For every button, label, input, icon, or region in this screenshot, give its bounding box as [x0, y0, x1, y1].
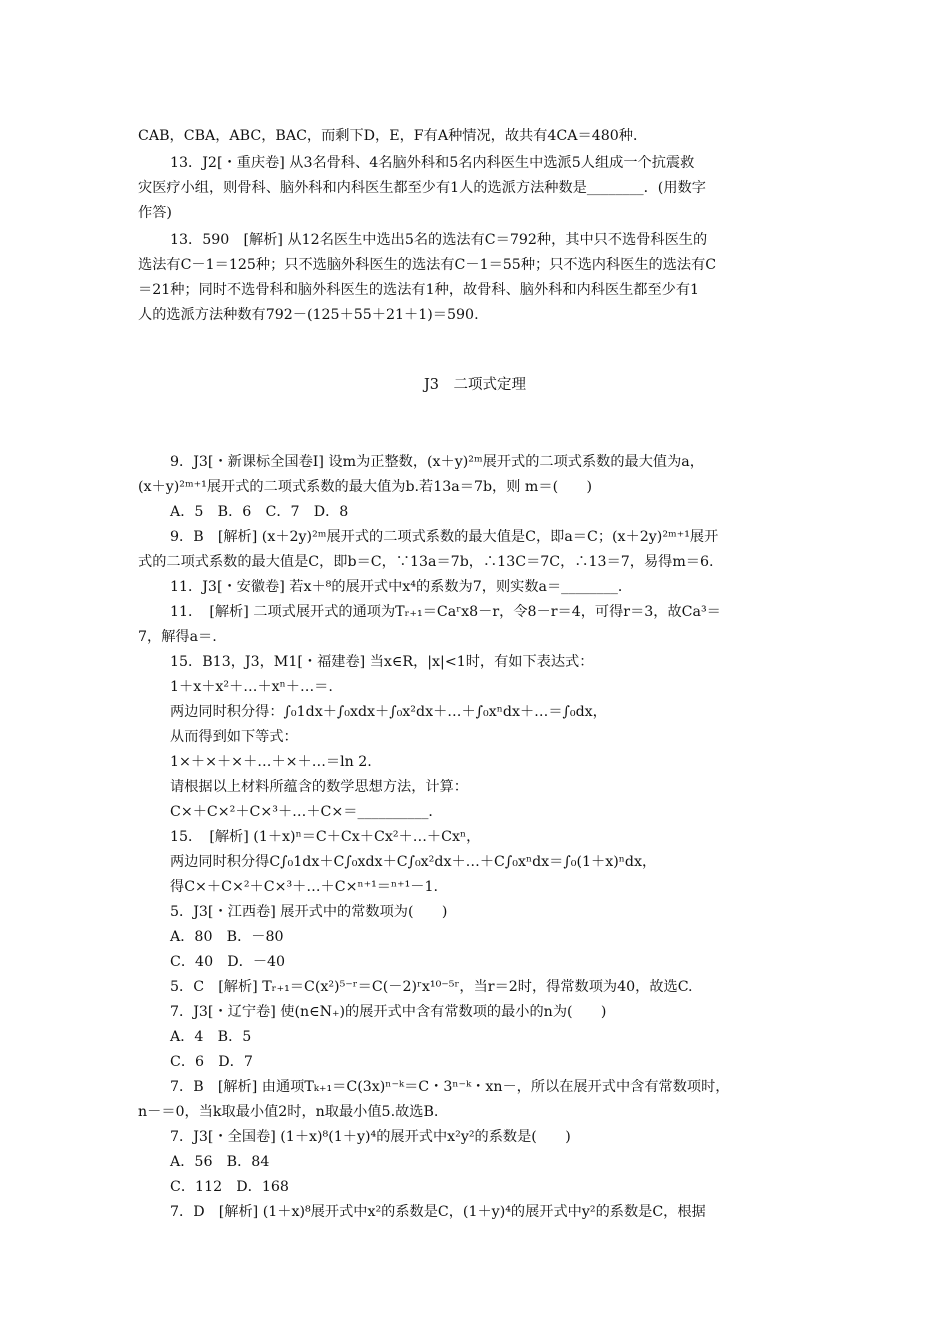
text-line: 作答) — [138, 205, 172, 221]
options-line: C．112 D．168 — [170, 1179, 289, 1195]
section-heading: J3 二项式定理 — [423, 377, 527, 393]
options-line: C．40 D．－40 — [170, 954, 286, 970]
text-line: 1＋x＋x²＋…＋xⁿ＋…＝. — [170, 679, 333, 695]
text-line: 两边同时积分得C∫₀1dx＋C∫₀xdx＋C∫₀x²dx＋…＋C∫₀xⁿdx＝∫₀(1＋x)ⁿdx， — [170, 854, 657, 870]
answer-7-line: 7．B [解析] 由通项Tₖ₊₁＝C(3x)ⁿ⁻ᵏ＝C・3ⁿ⁻ᵏ・xn－，所以在展开式中含有常数项时， — [170, 1079, 730, 1095]
answer-7b-line: 7．D [解析] (1＋x)⁸展开式中x²的系数是C，(1＋y)⁴的展开式中y²的系数是C，根据 — [170, 1204, 706, 1220]
text-line: 选法有C－1＝125种；只不选脑外科医生的选法有C－1＝55种；只不选内科医生的选法有C — [138, 257, 717, 273]
answer-5-line: 5．C [解析] Tᵣ₊₁＝C(x²)⁵⁻ʳ＝C(－2)ʳx¹⁰⁻⁵ʳ，当r＝2时，得常数项为40，故选C. — [170, 979, 693, 995]
question-7b-line: 7．J3[・全国卷] (1＋x)⁸(1＋y)⁴的展开式中x²y²的系数是( ) — [170, 1129, 571, 1145]
question-13-line: 13．J2[・重庆卷] 从3名骨科、4名脑外科和5名内科医生中选派5人组成一个抗震救 — [170, 155, 695, 171]
question-11-line: 11．J3[・安徽卷] 若x＋⁸的展开式中x⁴的系数为7，则实数a＝________． — [170, 579, 633, 595]
answer-11-line: 11． [解析] 二项式展开式的通项为Tᵣ₊₁＝Caʳx8－r，令8－r＝4，可得r＝3，故Ca³＝ — [170, 604, 721, 620]
answer-9-line: 9．B [解析] (x＋2y)²ᵐ展开式的二项式系数的最大值是C，即a＝C；(x＋2y)²ᵐ⁺¹展开 — [170, 529, 719, 545]
options-line: A．4 B．5 — [170, 1029, 252, 1045]
text-line: 请根据以上材料所蕴含的数学思想方法，计算： — [170, 779, 468, 795]
question-7-line: 7．J3[・辽宁卷] 使(n∈N₊)的展开式中含有常数项的最小的n为( ) — [170, 1004, 607, 1020]
text-line: 两边同时积分得：∫₀1dx＋∫₀xdx＋∫₀x²dx＋…＋∫₀xⁿdx＋…＝∫₀dx， — [170, 704, 607, 720]
answer-15-line: 15． [解析] (1＋x)ⁿ＝C＋Cx＋Cx²＋…＋Cxⁿ， — [170, 829, 481, 845]
text-line: 灾医疗小组，则骨科、脑外科和内科医生都至少有1人的选派方法种数是________．(用数字 — [138, 180, 706, 196]
options-line: A．80 B．－80 — [170, 929, 284, 945]
question-5-line: 5．J3[・江西卷] 展开式中的常数项为( ) — [170, 904, 448, 920]
text-line: 从而得到如下等式： — [170, 729, 298, 745]
text-line: ＝21种；同时不选骨科和脑外科医生的选法有1种，故骨科、脑外科和内科医生都至少有1 — [138, 282, 700, 298]
question-15-line: 15．B13，J3，M1[・福建卷] 当x∈R，|x|<1时，有如下表达式： — [170, 654, 594, 670]
options-line: A．56 B．84 — [170, 1154, 270, 1170]
question-9-line: 9．J3[・新课标全国卷Ⅰ] 设m为正整数，(x＋y)²ᵐ展开式的二项式系数的最大值为a， — [170, 454, 704, 470]
text-line: C×＋C×²＋C×³＋…＋C×＝__________． — [170, 804, 443, 820]
options-line: C．6 D．7 — [170, 1054, 253, 1070]
text-line: 式的二项式系数的最大值是C，即b＝C，∵13a＝7b，∴13C＝7C，∴13＝7，易得m＝6. — [138, 554, 714, 570]
answer-13-line: 13．590 [解析] 从12名医生中选出5名的选法有C＝792种，其中只不选骨科医生的 — [170, 232, 708, 248]
text-line: 1×＋×＋×＋…＋×＋…＝ln 2. — [170, 754, 372, 770]
options-line: A．5 B．6 C．7 D．8 — [170, 504, 349, 520]
text-line: 人的选派方法种数有792－(125＋55＋21＋1)＝590. — [138, 307, 479, 323]
text-line: n－＝0，当k取最小值2时，n取最小值5.故选B. — [138, 1104, 439, 1120]
text-line: 得C×＋C×²＋C×³＋…＋C×ⁿ⁺¹＝ⁿ⁺¹－1. — [170, 879, 439, 895]
text-line: 7，解得a＝. — [138, 629, 217, 645]
text-line: (x＋y)²ᵐ⁺¹展开式的二项式系数的最大值为b.若13a＝7b，则 m＝( ) — [138, 479, 593, 495]
text-line: CAB，CBA，ABC，BAC，而剩下D，E，F有A种情况，故共有4CA＝480种． — [138, 128, 648, 144]
